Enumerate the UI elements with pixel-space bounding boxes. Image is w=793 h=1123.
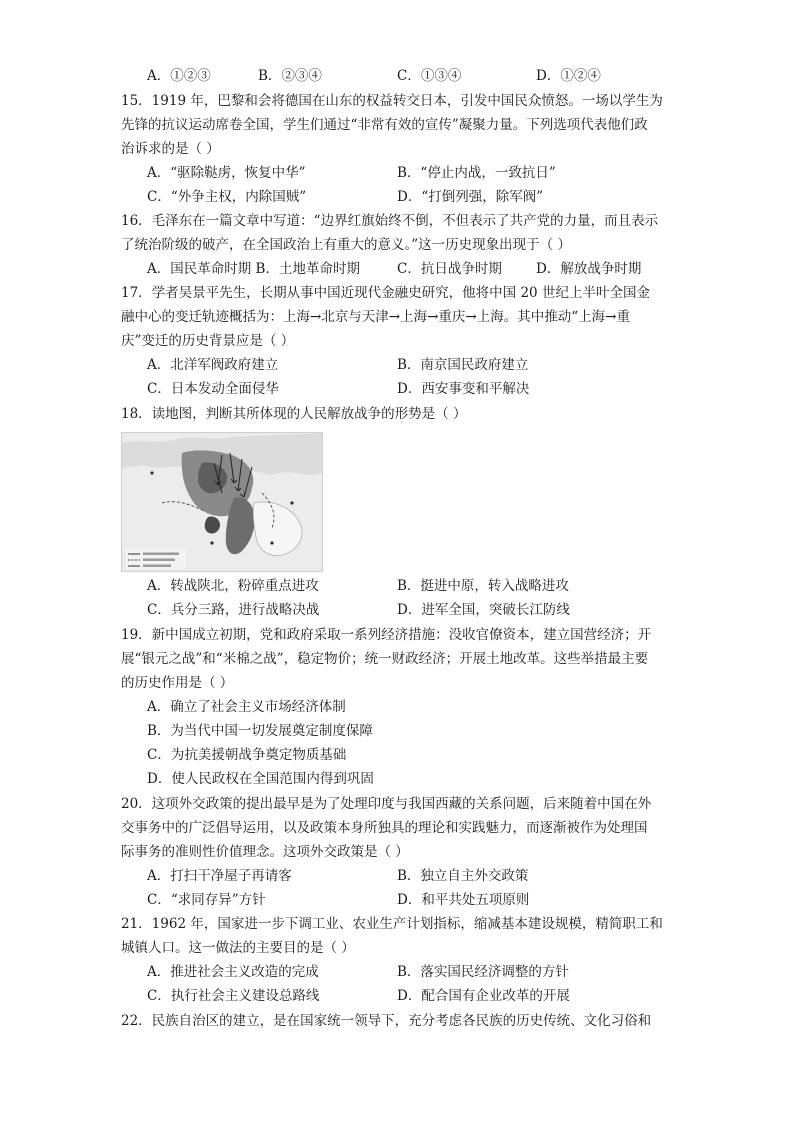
q14-option-a: A．①②③	[147, 68, 211, 84]
q20-option-a: A．打扫干净屋子再请客	[147, 868, 292, 884]
q17-option-b: B．南京国民政府建立	[397, 357, 529, 373]
q20-stem-line-2: 交事务中的广泛倡导运用，以及政策本身所独具的理论和实践魅力，而逐渐被作为处理国	[121, 820, 648, 836]
q16-option-ab: A．国民革命时期 B．土地革命时期	[147, 261, 360, 277]
q18-option-c: C．兵分三路，进行战略决战	[147, 602, 320, 618]
q15-stem-line-2: 先锋的抗议运动席卷全国，学生们通过“非常有效的宣传”凝聚力量。下列选项代表他们政	[121, 117, 648, 133]
q18-option-d: D．进军全国，突破长江防线	[397, 602, 570, 618]
q14-option-d: D．①②④	[536, 68, 601, 84]
q21-stem-line-1: 21．1962 年，国家进一步下调工业、农业生产计划指标，缩减基本建设规模，精简职工和	[121, 916, 663, 932]
q21-stem-line-2: 城镇人口。这一做法的主要目的是（ ）	[121, 940, 355, 956]
q19-option-c: C．为抗美援朝战争奠定物质基础	[147, 747, 347, 763]
q15-option-a: A．“驱除鞑虏，恢复中华”	[147, 165, 306, 181]
q21-option-b: B．落实国民经济调整的方针	[397, 964, 569, 980]
q15-option-d: D．“打倒列强，除军阀”	[397, 189, 544, 205]
q19-stem-line-3: 的历史作用是（ ）	[121, 675, 234, 691]
q17-stem-line-3: 庆”变迁的历史背景应是（ ）	[121, 333, 295, 349]
q20-option-d: D．和平共处五项原则	[397, 892, 530, 908]
q16-option-c: C．抗日战争时期	[397, 261, 502, 277]
q14-option-b: B．②③④	[258, 68, 322, 84]
q19-option-a: A．确立了社会主义市场经济体制	[147, 699, 346, 715]
q15-stem-line-1: 15．1919 年，巴黎和会将德国在山东的权益转交日本，引发中国民众愤怒。一场以学生为	[121, 93, 663, 109]
q19-option-b: B．为当代中国一切发展奠定制度保障	[147, 723, 373, 739]
q15-option-c: C．“外争主权，内除国贼”	[147, 189, 307, 205]
q17-option-d: D．西安事变和平解决	[397, 381, 530, 397]
q19-stem-line-2: 展“银元之战”和“米棉之战”，稳定物价；统一财政经济；开展土地改革。这些举措最主要	[121, 651, 649, 667]
q17-option-a: A．北洋军阀政府建立	[147, 357, 279, 373]
q21-option-d: D．配合国有企业改革的开展	[397, 988, 570, 1004]
q17-stem-line-1: 17．学者吴景平先生，长期从事中国近现代金融史研究，他将中国 20 世纪上半叶全国金	[121, 285, 650, 301]
q21-option-c: C．执行社会主义建设总路线	[147, 988, 320, 1004]
q19-stem-line-1: 19．新中国成立初期，党和政府采取一系列经济措施：没收官僚资本，建立国营经济；开	[121, 627, 652, 643]
q20-option-c: C．“求同存异”方针	[147, 892, 266, 908]
q16-stem-line-1: 16．毛泽东在一篇文章中写道：“边界红旗始终不倒，不但表示了共产党的力量，而且表示	[121, 213, 659, 229]
q14-option-c: C．①③④	[397, 68, 462, 84]
q20-stem-line-1: 20．这项外交政策的提出最早是为了处理印度与我国西藏的关系问题，后来随着中国在外	[121, 796, 652, 812]
q15-option-b: B．“停止内战，一致抗日”	[397, 165, 556, 181]
q16-option-d: D．解放战争时期	[536, 261, 642, 277]
q17-stem-line-2: 融中心的变迁轨迹概括为：上海→北京与天津→上海→重庆→上海。其中推动“上海→重	[121, 309, 630, 325]
q18-option-b: B．挺进中原，转入战略进攻	[397, 578, 569, 594]
q19-option-d: D．使人民政权在全国范围内得到巩固	[147, 771, 374, 787]
q18-option-a: A．转战陕北，粉碎重点进攻	[147, 578, 319, 594]
q18-stem-line-1: 18．读地图，判断其所体现的人民解放战争的形势是（ ）	[121, 406, 467, 422]
war-map-image	[121, 432, 323, 572]
q16-stem-line-2: 了统治阶级的破产，在全国政治上有重大的意义。”这一历史现象出现于（ ）	[121, 237, 571, 253]
q20-stem-line-3: 际事务的准则性价值理念。这项外交政策是（ ）	[121, 844, 409, 860]
q15-stem-line-3: 治诉求的是（ ）	[121, 141, 220, 157]
q21-option-a: A．推进社会主义改造的完成	[147, 964, 319, 980]
q17-option-c: C．日本发动全面侵华	[147, 381, 279, 397]
q22-stem-line-1: 22．民族自治区的建立，是在国家统一领导下，充分考虑各民族的历史传统、文化习俗和	[121, 1013, 652, 1029]
q20-option-b: B．独立自主外交政策	[397, 868, 529, 884]
